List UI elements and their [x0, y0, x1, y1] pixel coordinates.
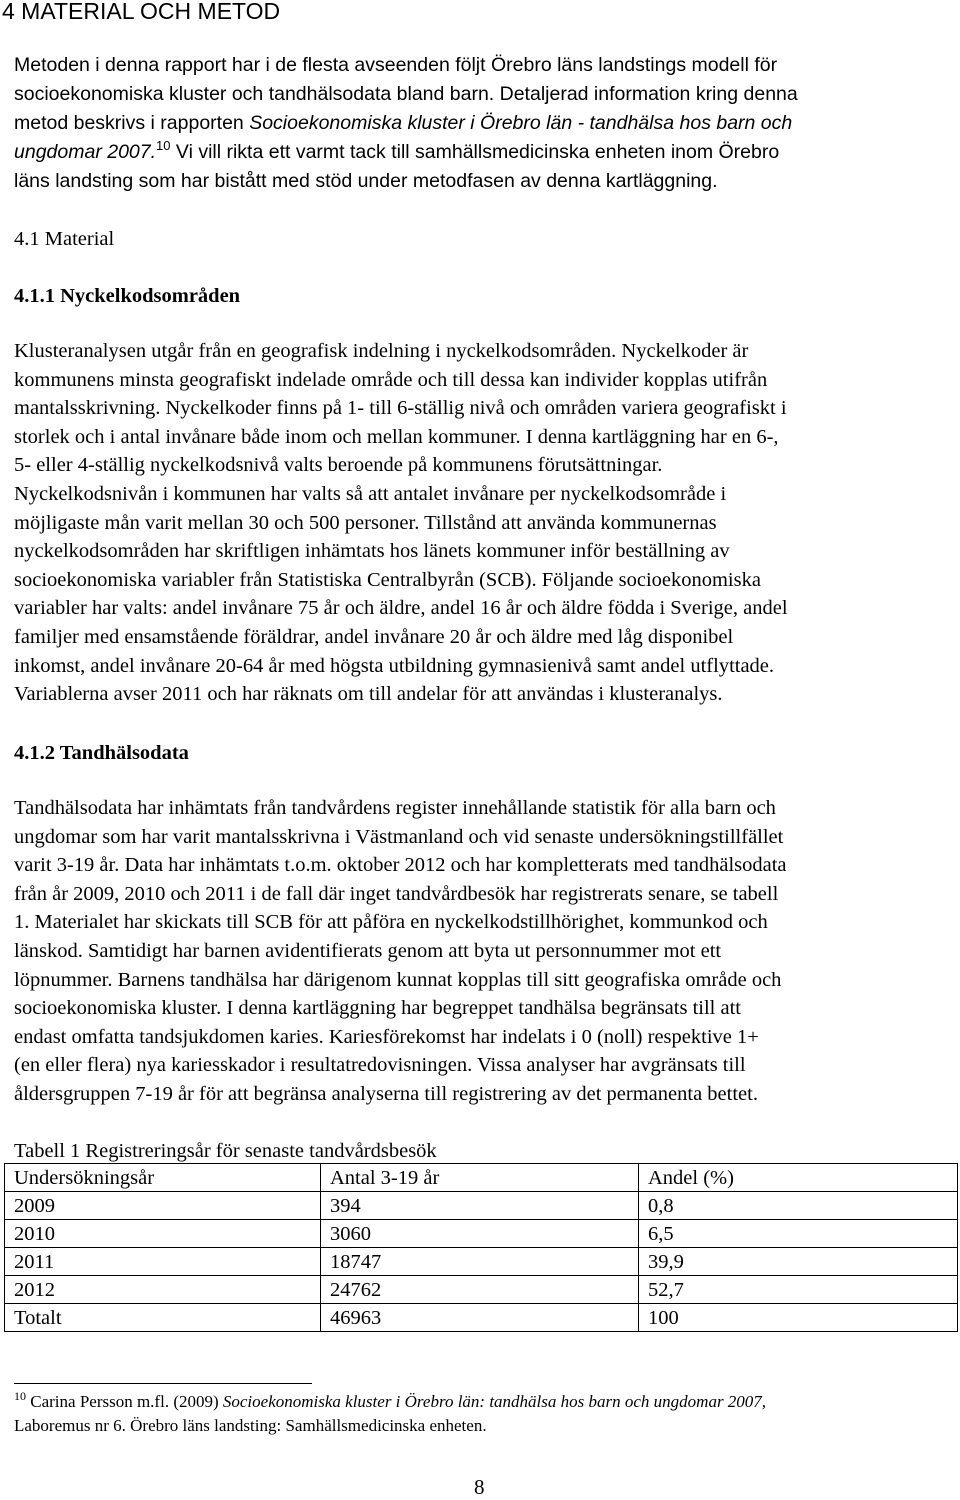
- footnote-separator: [14, 1383, 312, 1384]
- table-cell: 394: [321, 1192, 639, 1220]
- table-row: [5, 1276, 958, 1304]
- table-cell: 2010: [5, 1220, 321, 1248]
- paragraph-line: 5- eller 4-ställig nyckelkodsnivå valts beroende på kommunens förutsättningar.: [14, 454, 663, 477]
- paragraph-line: länskod. Samtidigt har barnen avidentifierats genom att byta ut personnummer mot ett: [14, 939, 722, 962]
- paragraph-line: från år 2009, 2010 och 2011 i de fall där inget tandvårdbesök har registrerats senare, se tabell: [14, 882, 779, 905]
- table-cell: 0,8: [639, 1192, 958, 1220]
- intro-line-2: socioekonomiska kluster och tandhälsodata bland barn. Detaljerad information kring denna: [14, 83, 798, 105]
- table-cell: 6,5: [639, 1220, 958, 1248]
- table-cell: 52,7: [639, 1276, 958, 1304]
- section-4-1-2-heading: 4.1.2 Tandhälsodata: [14, 742, 189, 764]
- footnote: [14, 1390, 766, 1438]
- paragraph-line: Tandhälsodata har inhämtats från tandvårdens register innehållande statistik för alla barn och: [14, 797, 776, 819]
- intro-line-3: [14, 109, 798, 138]
- table-cell: 46963: [321, 1304, 639, 1332]
- paragraph-line: ungdomar som har varit mantalsskrivna i Västmanland och vid senaste undersökningstillfället: [14, 825, 784, 848]
- report-title-italic-end: ungdomar 2007.: [14, 141, 157, 163]
- paragraph-line: storlek och i antal invånare både inom och mellan kommuner. I denna kartläggning har en 6-,: [14, 425, 779, 448]
- paragraph-line: varit 3-19 år. Data har inhämtats t.o.m. oktober 2012 och har kompletterats med tandhälsodata: [14, 854, 787, 877]
- intro-line-5: läns landsting som har bistått med stöd under metodfasen av denna kartläggning.: [14, 170, 718, 192]
- intro-line-4: [14, 138, 798, 167]
- table-row-total: [5, 1304, 958, 1332]
- intro-line-4-text: Vi vill rikta ett varmt tack till samhällsmedicinska enheten inom Örebro: [170, 141, 780, 163]
- paragraph-line: (en eller flera) nya kariesskador i resultatredovisningen. Vissa analyser har avgränsats till: [14, 1054, 746, 1077]
- paragraph-line: löpnummer. Barnens tandhälsa har därigenom kunnat kopplas till sitt geografiska område och: [14, 968, 782, 991]
- header-cell-count: Antal 3-19 år: [321, 1164, 639, 1192]
- intro-paragraph: [14, 51, 798, 196]
- table-cell: 39,9: [639, 1248, 958, 1276]
- paragraph-line: mantalsskrivning. Nyckelkoder finns på 1- till 6-ställig nivå och områden variera geografiskt i: [14, 397, 787, 420]
- table-cell: 2009: [5, 1192, 321, 1220]
- paragraph-line: Klusteranalysen utgår från en geografisk indelning i nyckelkodsområden. Nyckelkoder är: [14, 340, 749, 362]
- table-cell: 2011: [5, 1248, 321, 1276]
- table-header-row: [5, 1164, 958, 1192]
- footnote-reference: 10: [156, 138, 171, 153]
- paragraph-line: kommunens minsta geografiskt indelade område och till dessa kan individer kopplas utifrån: [14, 368, 768, 391]
- paragraph-line: socioekonomiska variabler från Statistiska Centralbyrån (SCB). Följande socioekonomiska: [14, 568, 761, 591]
- table-row: [5, 1192, 958, 1220]
- paragraph-line: Variablerna avser 2011 och har räknats om till andelar för att användas i klusteranalys.: [14, 683, 723, 706]
- paragraph-line: nyckelkodsområden har skriftligen inhämtats hos länets kommuner inför beställning av: [14, 540, 730, 563]
- report-title-italic: Socioekonomiska kluster i Örebro län - tandhälsa hos barn och: [249, 112, 793, 134]
- footnote-title-italic: Socioekonomiska kluster i Örebro län: tandhälsa hos barn och ungdomar 2007,: [222, 1392, 767, 1411]
- tandhalsodata-paragraph: [14, 794, 787, 1109]
- paragraph-line: endast omfatta tandsjukdomen karies. Kariesförekomst har indelats i 0 (noll) respektive 1+: [14, 1025, 759, 1048]
- paragraph-line: variabler har valts: andel invånare 75 år och äldre, andel 16 år och äldre födda i Sverige, andel: [14, 597, 788, 620]
- table-caption: Tabell 1 Registreringsår för senaste tandvårdsbesök: [14, 1140, 437, 1162]
- paragraph-line: möjligaste mån varit mellan 30 och 500 personer. Tillstånd att använda kommunernas: [14, 511, 717, 534]
- paragraph-line: socioekonomiska kluster. I denna kartläggning har begreppet tandhälsa begränsats till att: [14, 997, 741, 1020]
- footnote-author: Carina Persson m.fl. (2009): [26, 1392, 223, 1411]
- table-row: [5, 1248, 958, 1276]
- page-number: 8: [474, 1475, 485, 1499]
- table-cell: 24762: [321, 1276, 639, 1304]
- header-cell-year: Undersökningsår: [5, 1164, 321, 1192]
- table-cell: 3060: [321, 1220, 639, 1248]
- table-row: [5, 1220, 958, 1248]
- paragraph-line: åldersgruppen 7-19 år för att begränsa analyserna till registrering av det permanenta bettet.: [14, 1082, 758, 1105]
- paragraph-line: Nyckelkodsnivån i kommunen har valts så att antalet invånare per nyckelkodsområde i: [14, 482, 727, 505]
- section-4-1-heading: 4.1 Material: [14, 228, 115, 250]
- table-cell: 18747: [321, 1248, 639, 1276]
- intro-line-3-text: metod beskrivs i rapporten: [14, 112, 250, 134]
- footnote-line-2: Laboremus nr 6. Örebro läns landsting: Samhällsmedicinska enheten.: [14, 1416, 487, 1435]
- section-4-1-1-heading: 4.1.1 Nyckelkodsområden: [14, 285, 241, 307]
- footnote-marker: 10: [14, 1389, 26, 1403]
- footnote-line-1: [14, 1390, 766, 1414]
- header-cell-share: Andel (%): [639, 1164, 958, 1192]
- registration-year-table: [4, 1163, 958, 1332]
- paragraph-line: familjer med ensamstående föräldrar, andel invånare 20 år och äldre med låg disponibel: [14, 625, 734, 648]
- chapter-heading: 4 MATERIAL OCH METOD: [2, 0, 281, 24]
- table-cell: 100: [639, 1304, 958, 1332]
- paragraph-line: 1. Materialet har skickats till SCB för att påföra en nyckelkodstillhörighet, kommunkod och: [14, 911, 768, 934]
- intro-line-1: Metoden i denna rapport har i de flesta avseenden följt Örebro läns landstings modell för: [14, 54, 778, 76]
- paragraph-line: inkomst, andel invånare 20-64 år med högsta utbildning gymnasienivå samt andel utflyttade.: [14, 654, 775, 677]
- nyckelkod-paragraph: [14, 337, 788, 709]
- table-cell: 2012: [5, 1276, 321, 1304]
- table-cell: Totalt: [5, 1304, 321, 1332]
